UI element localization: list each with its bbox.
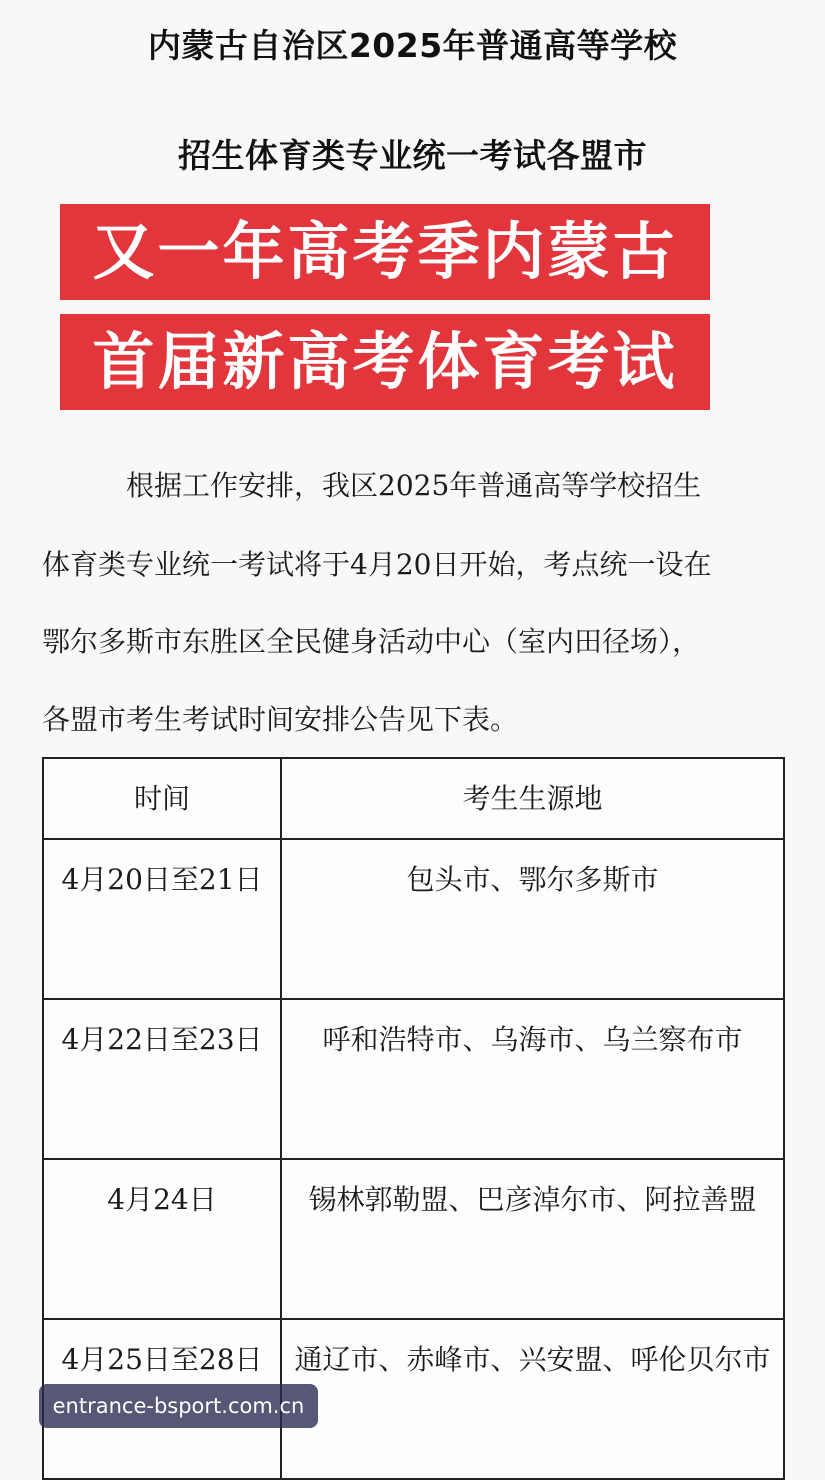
cell-source: 呼和浩特市、乌海市、乌兰察布市 <box>281 999 784 1159</box>
header-time: 时间 <box>43 758 281 839</box>
paragraph-line-4: 各盟市考生考试时间安排公告见下表。 <box>42 703 519 736</box>
table-row <box>43 1159 784 1319</box>
paragraph-line-2: 体育类专业统一考试将于4月20日开始，考点统一设在 <box>42 548 712 581</box>
cell-time: 4月25日至28日 <box>43 1319 281 1479</box>
cell-time: 4月22日至23日 <box>43 999 281 1159</box>
document-title-line-1: 内蒙古自治区2025年普通高等学校 <box>147 26 678 65</box>
table-row <box>43 839 784 999</box>
cell-time: 4月20日至21日 <box>43 839 281 999</box>
red-banner-line-2: 首届新高考体育考试 <box>60 314 710 410</box>
cell-time: 4月24日 <box>43 1159 281 1319</box>
document-title-line-2: 招生体育类专业统一考试各盟市 <box>178 136 647 175</box>
paragraph-line-3: 鄂尔多斯市东胜区全民健身活动中心（室内田径场）， <box>42 625 701 658</box>
exam-schedule-table <box>42 757 785 1480</box>
header-source: 考生生源地 <box>281 758 784 839</box>
table-row <box>43 999 784 1159</box>
cell-source: 包头市、鄂尔多斯市 <box>281 839 784 999</box>
cell-source: 通辽市、赤峰市、兴安盟、呼伦贝尔市 <box>281 1319 784 1479</box>
paragraph-line-1: 根据工作安排，我区2025年普通高等学校招生 <box>126 469 702 502</box>
cell-source: 锡林郭勒盟、巴彦淖尔市、阿拉善盟 <box>281 1159 784 1319</box>
watermark-badge: entrance-bsport.com.cn <box>39 1384 318 1428</box>
red-banner-line-1: 又一年高考季内蒙古 <box>60 204 710 300</box>
table-header-row <box>43 758 784 839</box>
